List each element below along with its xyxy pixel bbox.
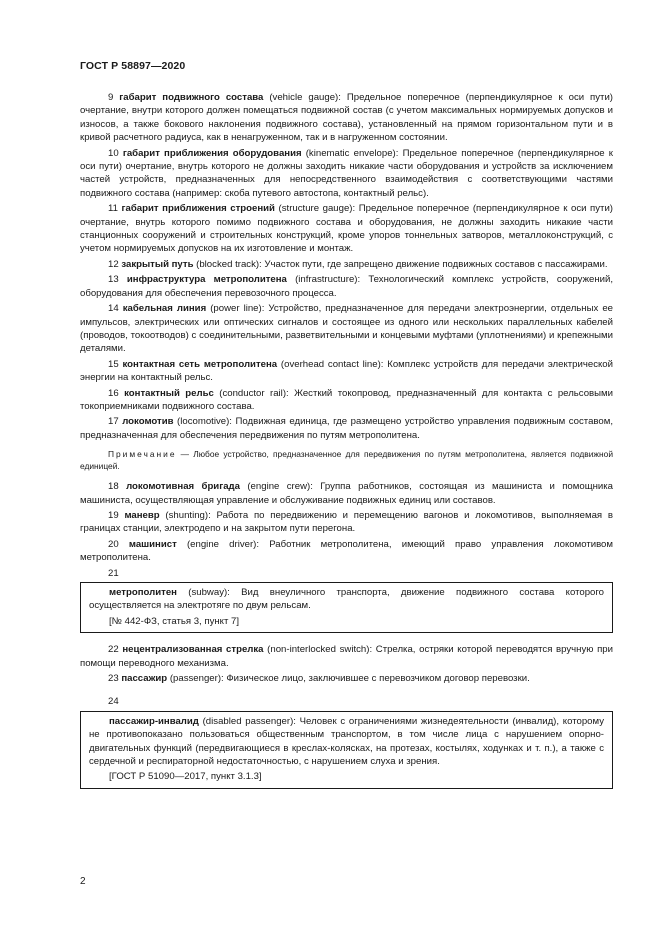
term-16 [80, 387, 613, 414]
term-name: локомотивная бригада [126, 481, 240, 493]
term-23 [80, 672, 613, 685]
term-name: закрытый путь [121, 258, 194, 270]
term-definition: (locomotive): Подвижная единица, где размещено устройство управления подвижным составом, предназначенная для обеспечения передвижения по путям метрополитена. [80, 416, 613, 441]
term-definition: (vehicle gauge): Предельное поперечное (перпендикулярное к оси пути) очертание, внутри которого должен помещаться подвижной состав (с учетом максимальных нормируемых допусков и износов, а также бокового наклонения подвижного состава), установленный на прямом горизонтальном пути и в кривой расчетного радиуса, как в ненагруженном, так и в нагруженном состоянии. [80, 92, 613, 144]
term-number: 22 [108, 644, 119, 656]
term-name: нецентрализованная стрелка [122, 644, 264, 656]
term-name: контактная сеть метрополитена [122, 358, 278, 370]
term-definition: (overhead contact line): Комплекс устройств для передачи электрической энергии на контактный рельс. [80, 358, 613, 384]
term-definition: (non-interlocked switch): Стрелка, остряки которой переводятся вручную при помощи переводного механизма. [80, 644, 613, 669]
term-name: метрополитен [109, 587, 177, 598]
term-name: пассажир-инвалид [109, 715, 199, 727]
term-13 [80, 273, 613, 300]
term-definition: (structure gauge): Предельное поперечное (перпендикулярное к оси пути) очертание, внутрь которого помимо подвижного состава и оборудования, не должны заходить никакие части станционных сооружений и строительных конструкций, кроме упоров тоннельных затворов, металлоконструкций, с учетом нормируемых допусков на их изготовление и монтаж. [80, 203, 614, 255]
term-number: 16 [108, 387, 119, 399]
note-label: Примечание [108, 449, 177, 460]
term-21-number: 21 [108, 567, 119, 579]
term-number: 17 [108, 416, 119, 428]
term-12 [80, 258, 613, 271]
note-text: — Любое устройство, предназначенное для передвижения по путям метрополитена, является подвижной единицей. [80, 449, 613, 472]
note [80, 448, 613, 472]
term-24-number: 24 [108, 696, 119, 708]
standard-header: ГОСТ Р 58897—2020 [80, 60, 186, 72]
term-definition: (engine driver): Работник метрополитена, имеющий право управления локомотивом метрополитена. [80, 538, 613, 564]
term-19 [80, 509, 613, 536]
term-definition: (infrastructure): Технологический комплекс устройств, сооружений, оборудования для обеспечения перевозочного процесса. [80, 274, 614, 299]
term-9 [80, 91, 613, 145]
term-number: 11 [108, 203, 118, 215]
term-definition: (passenger): Физическое лицо, заключившее с перевозчиком договор перевозки. [167, 673, 530, 685]
term-21-reference: [№ 442-ФЗ, статья 3, пункт 7] [109, 615, 240, 627]
term-name: инфраструктура метрополитена [126, 274, 287, 286]
term-number: 14 [108, 303, 119, 315]
term-15 [80, 358, 613, 385]
term-definition: (power line): Устройство, предназначенное для передачи электроэнергии, отдельных ее импульсов, электрических или оптических сигналов и состоящее из одного или нескольких параллельных кабелей (проводов, токоотводов) с соединительными, разветвительными и концевыми муфтами (уплотнениями) и крепежными деталями. [80, 303, 613, 355]
term-number: 9 [108, 92, 114, 103]
term-name: габарит приближения строений [121, 203, 275, 215]
term-24 [89, 715, 604, 769]
page-number: 2 [80, 876, 86, 887]
term-definition: (kinematic envelope): Предельное поперечное (перпендикулярное к оси пути) очертание, внутрь которого не должны заходить никакие части оборудования и устройств за исключением частей устройств, предназначенных для непосредственного взаимодействия с соответствующими частями подвижного состава (например: скоба путевого автостопа, контактный рельс). [80, 147, 613, 199]
document-body [80, 91, 613, 799]
term-name: габарит приближения оборудования [122, 147, 302, 159]
term-14 [80, 302, 613, 356]
term-definition: (engine crew): Группа работников, состоящая из машиниста и помощника машиниста, осуществляющая управление и обслуживание подвижных единиц или составов. [80, 481, 613, 506]
term-name: пассажир [121, 673, 168, 685]
term-definition: (blocked track): Участок пути, где запрещено движение подвижных составов с пассажирами. [193, 258, 608, 270]
term-number: 19 [108, 509, 119, 521]
term-24-box [80, 711, 613, 789]
term-22 [80, 643, 613, 670]
term-20 [80, 538, 613, 565]
term-name: маневр [124, 509, 160, 521]
term-definition: (disabled passenger): Человек с ограничениями жизнедеятельности (инвалид), которому не противопоказано пользоваться общественным транспортом, в том числе лица с нарушением опорно-двигательных функций (передвигающиеся в креслах-колясках, на протезах, костылях, ходунках и т. п.), а также с сердечной и респираторной недостаточностью, с нарушением слуха и зрения. [89, 715, 604, 768]
term-name: машинист [128, 538, 177, 550]
term-number: 10 [108, 147, 119, 159]
term-17 [80, 415, 613, 442]
term-name: габарит подвижного состава [119, 92, 264, 103]
term-name: контактный рельс [124, 387, 214, 399]
term-definition: (subway): Вид внеуличного транспорта, движение подвижного состава которого осуществляется на электротяге по двум рельсам. [89, 587, 604, 612]
term-number: 23 [108, 673, 119, 685]
term-number: 20 [108, 538, 119, 550]
term-definition: (shunting): Работа по передвижению и перемещению вагонов и локомотивов, выполняемая в границах станции, электродепо и на закрытом пути перегона. [80, 509, 613, 535]
term-18 [80, 480, 613, 507]
term-definition: (conductor rail): Жесткий токопровод, предназначенный для контакта с рельсовыми токоприемниками подвижного состава. [80, 387, 613, 412]
term-24-reference: [ГОСТ Р 51090—2017, пункт 3.1.3] [109, 771, 262, 783]
term-name: кабельная линия [122, 303, 207, 315]
term-21 [89, 586, 604, 613]
term-name: локомотив [122, 416, 174, 428]
term-number: 12 [108, 258, 119, 270]
term-number: 18 [108, 481, 119, 493]
term-21-box [80, 582, 613, 633]
term-11 [80, 202, 613, 256]
term-10 [80, 147, 613, 201]
term-number: 15 [108, 358, 119, 370]
term-number: 13 [108, 274, 119, 286]
